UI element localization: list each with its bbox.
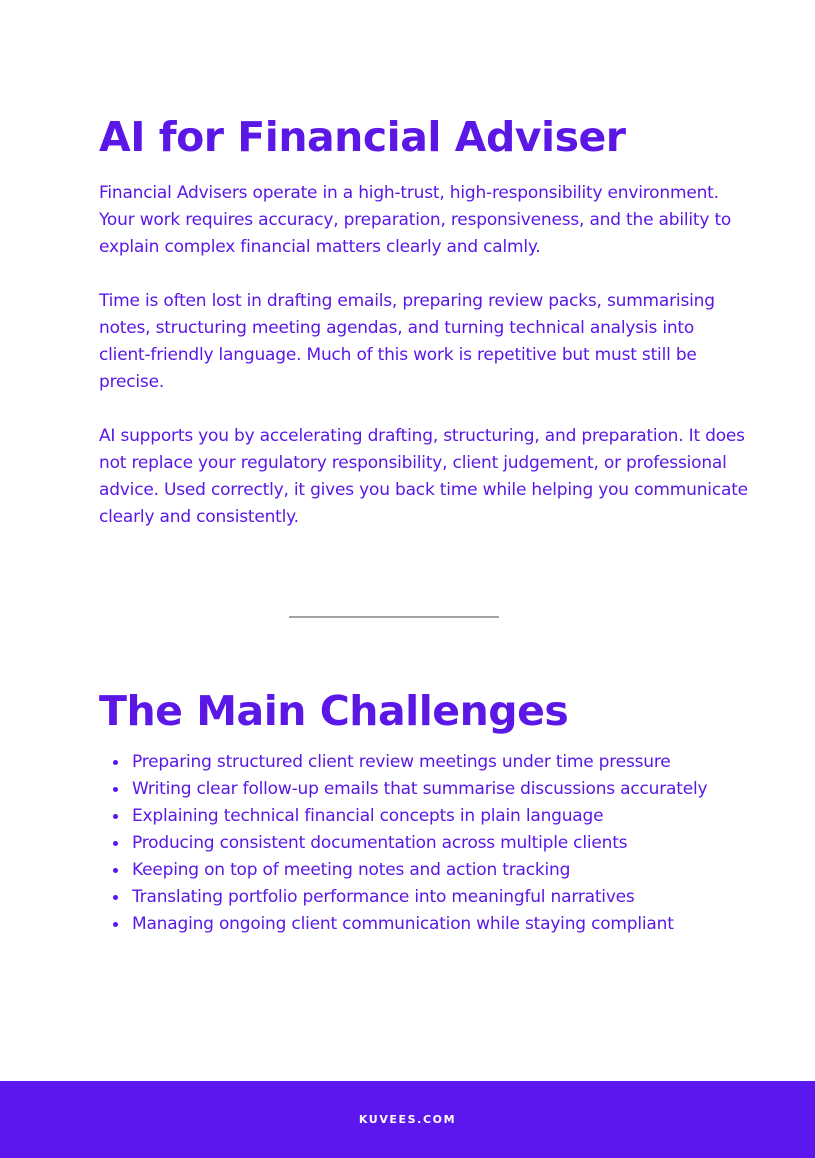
list-item-text: Producing consistent documentation across multiple clients (132, 833, 628, 853)
list-item (132, 830, 772, 857)
intro-paragraph: AI supports you by accelerating drafting, structuring, and preparation. It does not replace your regulatory responsibility, client judgement, or professional advice. Used correctly, it gives you back time while helping you communicate clearly and consistently. (99, 426, 748, 527)
section-divider (289, 616, 499, 618)
list-item (132, 857, 772, 884)
bullet-icon (113, 814, 118, 819)
bullet-icon (113, 760, 118, 765)
bullet-icon (113, 868, 118, 873)
challenges-list (99, 749, 772, 938)
footer-bar (0, 1081, 815, 1158)
bullet-icon (113, 787, 118, 792)
list-item-text: Explaining technical financial concepts in plain language (132, 806, 604, 826)
intro-paragraph: Time is often lost in drafting emails, preparing review packs, summarising notes, structuring meeting agendas, and turning technical analysis into client-friendly language. Much of this work is repetitive but must still be precise. (99, 291, 715, 392)
page-title: AI for Financial Adviser (99, 113, 626, 161)
list-item-text: Translating portfolio performance into meaningful narratives (132, 887, 635, 907)
bullet-icon (113, 922, 118, 927)
list-item (132, 884, 772, 911)
footer-website-link[interactable]: KUVEES.COM (358, 1113, 457, 1126)
list-item-text: Writing clear follow-up emails that summarise discussions accurately (132, 779, 708, 799)
intro-section (99, 180, 749, 558)
bullet-icon (113, 895, 118, 900)
list-item-text: Keeping on top of meeting notes and action tracking (132, 860, 571, 880)
list-item (132, 803, 772, 830)
section-title: The Main Challenges (99, 687, 569, 735)
list-item (132, 911, 772, 938)
bullet-icon (113, 841, 118, 846)
list-item (132, 749, 772, 776)
list-item (132, 776, 772, 803)
intro-paragraph: Financial Advisers operate in a high-trust, high-responsibility environment. Your work requires accuracy, preparation, responsiveness, and the ability to explain complex financial matters clearly and calmly. (99, 183, 732, 257)
list-item-text: Managing ongoing client communication while staying compliant (132, 914, 674, 934)
list-item-text: Preparing structured client review meetings under time pressure (132, 752, 671, 772)
